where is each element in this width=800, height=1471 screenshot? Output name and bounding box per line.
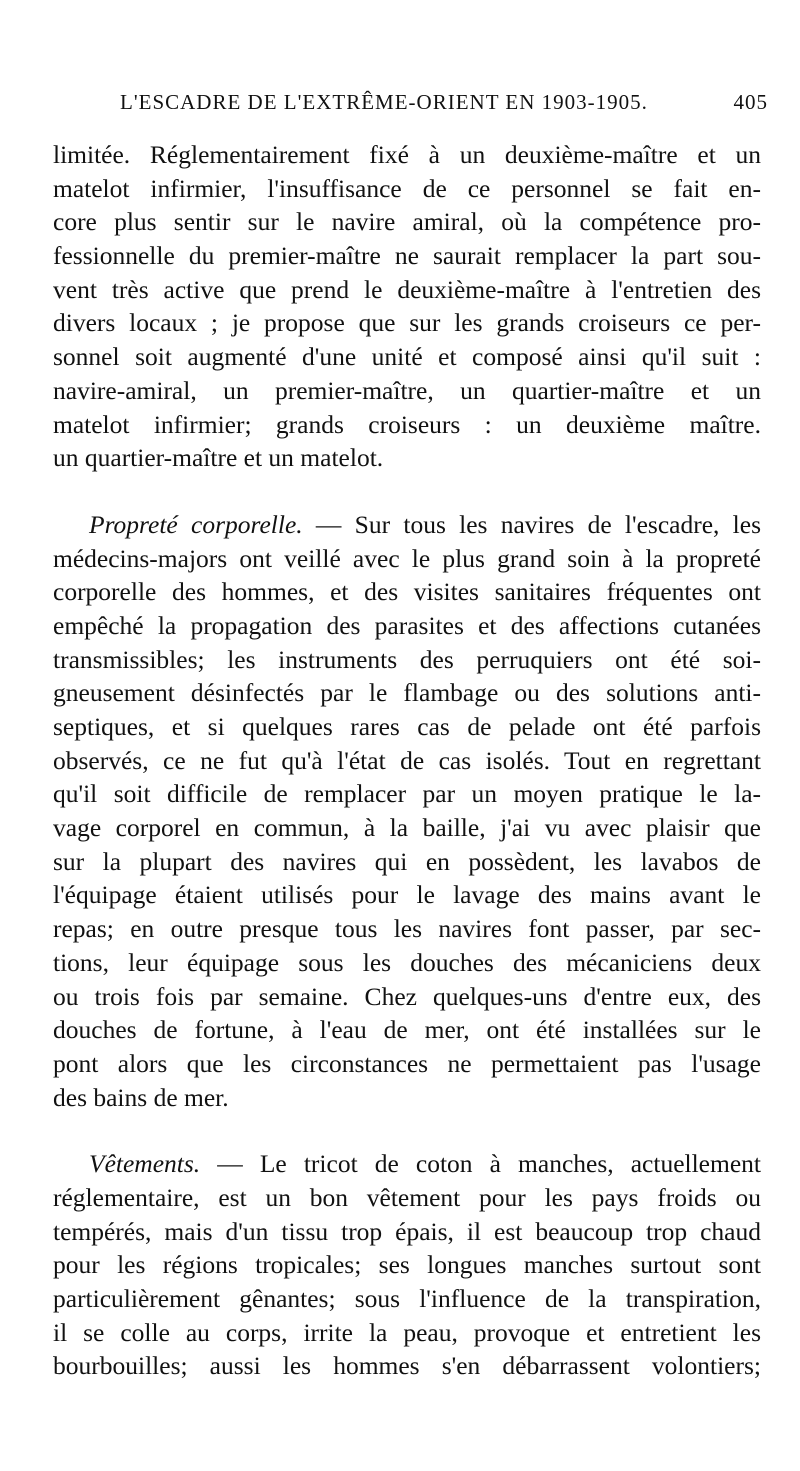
text-line: médecins-majors ont veillé avec le plus grand soin à la propreté [53,543,761,573]
text-run: — Sur tous les navires de l'escadre, les [302,509,761,539]
paragraph-gap [53,475,761,508]
text-line: réglementaire, est un bon vêtement pour les pays froids ou [53,1182,761,1212]
text-line: sur la plupart des navires qui en possèdent, les lavabos de [53,846,761,876]
text-line: pont alors que les circonstances ne permettaient pas l'usage [53,1048,761,1078]
body-text [53,138,761,1383]
paragraph-gap [53,1114,761,1147]
text-line: corporelle des hommes, et des visites sanitaires fréquentes ont [53,577,761,607]
text-line: particulièrement gênantes; sous l'influence de la transpiration, [53,1284,761,1313]
paragraph-continuation [53,138,761,475]
text-line: pour les régions tropicales; ses longues manches surtout sont [53,1250,761,1280]
text-line: un quartier-maître et un matelot. [53,443,384,473]
text-line: tions, leur équipage sous les douches des mécaniciens deux [53,947,761,977]
text-line [53,1147,761,1181]
text-line: septiques, et si quelques rares cas de pelade ont été parfois [53,712,761,741]
text-line: divers locaux ; je propose que sur les grands croiseurs ce per- [53,308,761,338]
text-line: douches de fortune, à l'eau de mer, ont été installées sur le [53,1015,761,1045]
text-line: empêché la propagation des parasites et des affections cutanées [53,610,761,640]
text-line: gneusement désinfectés par le flambage ou des solutions anti- [53,678,761,708]
text-line: core plus sentir sur le navire amiral, où la compétence pro- [53,207,761,237]
text-line: qu'il soit difficile de remplacer par un moyen pratique le la- [53,779,761,809]
text-line: il se colle au corps, irrite la peau, provoque et entretient les [53,1317,761,1347]
text-line: bourbouilles; aussi les hommes s'en débarrassent volontiers; [53,1351,761,1381]
section-heading-vetements: Vêtements. [89,1149,201,1179]
text-line: transmissibles; les instruments des perruquiers ont été soi- [53,644,761,674]
text-line: vent très active que prend le deuxième-maître à l'entretien des [53,274,761,304]
text-line: des bains de mer. [53,1082,229,1112]
running-head-title: L'ESCADRE DE L'EXTRÊME-ORIENT EN 1903-1905. [120,90,648,114]
text-line [53,508,761,542]
text-line: sonnel soit augmenté d'une unité et composé ainsi qu'il suit : [53,342,761,372]
text-run: — Le tricot de coton à manches, actuellement [200,1149,761,1179]
paragraph-vetements [53,1147,761,1383]
text-line: tempérés, mais d'un tissu trop épais, il est beaucoup trop chaud [53,1216,761,1246]
text-line: l'équipage étaient utilisés pour le lavage des mains avant le [53,880,761,910]
paragraph-proprete-corporelle [53,508,761,1114]
text-line: matelot infirmier, l'insuffisance de ce personnel se fait en- [53,173,761,203]
text-line: repas; en outre presque tous les navires font passer, par sec- [53,914,761,944]
text-line: vage corporel en commun, à la baille, j'ai vu avec plaisir que [53,813,761,843]
section-heading-proprete: Propreté corporelle. [89,509,303,539]
text-line: matelot infirmier; grands croiseurs : un deuxième maître. [53,409,761,439]
text-line: limitée. Réglementairement fixé à un deuxième-maître et un [53,140,761,169]
running-head [120,90,768,120]
text-line: observés, ce ne fut qu'à l'état de cas isolés. Tout en regrettant [53,745,761,775]
text-line: navire-amiral, un premier-maître, un quartier-maître et un [53,375,761,405]
text-line: ou trois fois par semaine. Chez quelques-uns d'entre eux, des [53,981,761,1011]
text-line: fessionnelle du premier-maître ne saurait remplacer la part sou- [53,241,761,271]
page-number: 405 [733,90,768,114]
